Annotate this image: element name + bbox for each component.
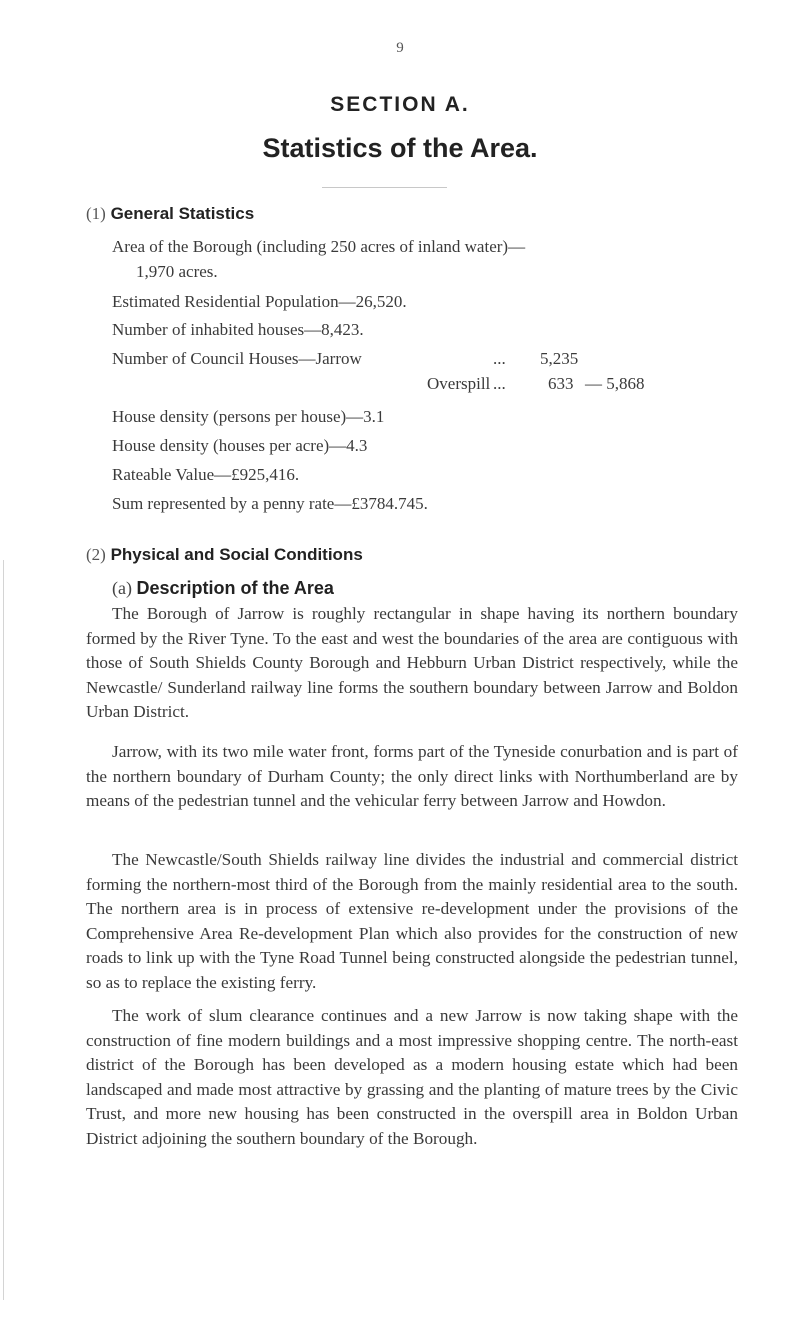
- paragraph-slum-clearance: The work of slum clearance continues and a new Jarrow is now taking shape with the construction of fine modern buildings and a most impressive shopping centre. The north-east district of the Borough has been developed as a modern housing estate which had been landscaped and made most attractive by grassing and the planting of mature trees by the Civic Trust, and more new housing has been constructed in the overspill area in Boldon Urban District adjoining the southern boundary of the Borough.: [86, 1006, 738, 1148]
- heading-number: (2): [86, 545, 106, 564]
- council-overspill-value: 633: [548, 374, 574, 393]
- page-number: 9: [396, 40, 404, 56]
- section-title: Statistics of the Area.: [262, 133, 538, 163]
- heading-number: (1): [86, 204, 106, 223]
- subsection-title: Description of the Area: [136, 578, 334, 598]
- paragraph-tyneside: Jarrow, with its two mile water front, forms part of the Tyneside conurbation and is part of the northern boundary of Durham County; the only direct links with Northumberland are by means of the pedestrian tunnel and the vehicular ferry between Jarrow and Howdon.: [86, 742, 738, 811]
- council-jarrow-value: 5,235: [540, 349, 579, 368]
- area-line-1: Area of the Borough (including 250 acres of inland water)—: [112, 237, 526, 256]
- general-statistics-heading: [86, 204, 254, 224]
- title-divider: [322, 187, 447, 188]
- council-overspill-label: Overspill: [427, 374, 491, 393]
- density-persons-line: House density (persons per house)—3.1: [112, 407, 385, 426]
- paragraph-redevelopment: The Newcastle/South Shields railway line divides the industrial and commercial district forming the northern-most third of the Borough from the mainly residential area to the south. The northern area is in process of extensive re-development under the provisions of the Comprehensive Area Re-development Plan which also provides for the construction of new roads to link up with the Tyne Road Tunnel being constructed alongside the pedestrian tunnel, so as to replace the existing ferry.: [86, 850, 738, 992]
- subsection-letter: (a): [112, 578, 132, 598]
- inhabited-houses-line: Number of inhabited houses—8,423.: [112, 320, 364, 339]
- council-jarrow-dots: ...: [493, 349, 506, 368]
- penny-rate-line: Sum represented by a penny rate—£3784.745.: [112, 494, 428, 513]
- heading-text: Physical and Social Conditions: [110, 545, 363, 564]
- council-overspill-dots: ...: [493, 374, 506, 393]
- physical-conditions-heading: [86, 545, 363, 565]
- description-heading: [112, 578, 334, 599]
- scan-margin-line: [3, 560, 4, 1300]
- population-line: Estimated Residential Population—26,520.: [112, 292, 407, 311]
- council-houses-label: Number of Council Houses—Jarrow: [112, 349, 362, 368]
- section-heading: SECTION A.: [330, 93, 470, 116]
- area-line-2: 1,970 acres.: [136, 262, 218, 281]
- density-acre-line: House density (houses per acre)—4.3: [112, 436, 368, 455]
- paragraph-boundaries: The Borough of Jarrow is roughly rectangular in shape having its northern boundary formed by the River Tyne. To the east and west the boundaries of the area are contiguous with those of South Shields County Borough and Hebburn Urban District respectively, while the Newcastle/ Sunderland railway line forms the southern boundary between Jarrow and Boldon Urban District.: [86, 604, 738, 722]
- council-total: — 5,868: [585, 374, 645, 393]
- heading-text: General Statistics: [110, 204, 255, 223]
- rateable-value-line: Rateable Value—£925,416.: [112, 465, 300, 484]
